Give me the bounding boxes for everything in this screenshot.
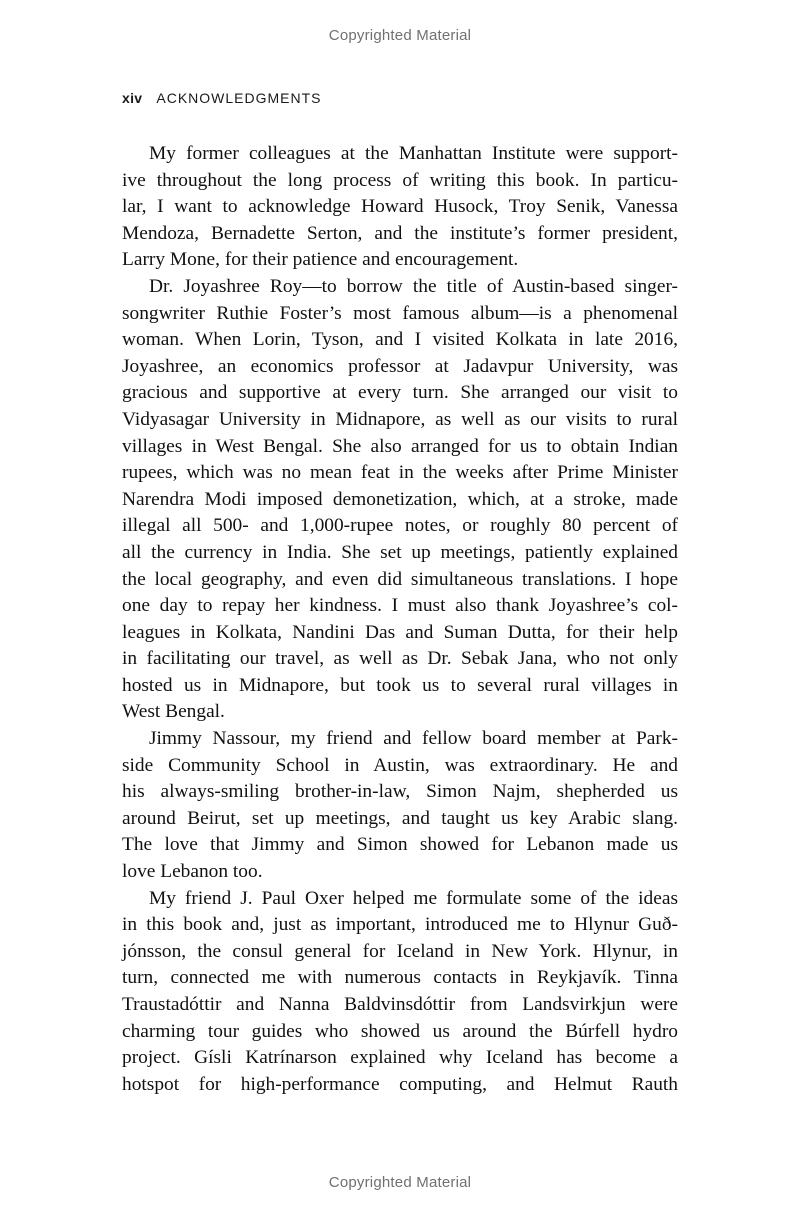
text-line: woman. When Lorin, Tyson, and I visited Kolkata in late 2016,: [122, 329, 678, 351]
section-title: ACKNOWLEDGMENTS: [156, 90, 322, 106]
text-line: ive throughout the long process of writing this book. In particu-: [122, 169, 678, 191]
text-line: turn, connected me with numerous contacts in Reykjavík. Tinna: [122, 967, 678, 989]
text-line: West Bengal.: [122, 701, 225, 723]
text-line: jónsson, the consul general for Iceland in New York. Hlynur, in: [122, 940, 678, 962]
text-line: hotspot for high-performance computing, and Helmut Rauth: [122, 1073, 678, 1095]
text-line: My former colleagues at the Manhattan Institute were support-: [149, 143, 678, 164]
paragraph: [122, 886, 678, 1099]
copyright-watermark-top: Copyrighted Material: [328, 27, 472, 44]
running-head: [122, 90, 322, 106]
text-line: hosted us in Midnapore, but took us to several rural villages in: [122, 674, 678, 696]
text-line: Narendra Modi imposed demonetization, which, at a stroke, made: [122, 488, 678, 510]
text-line: charming tour guides who showed us around the Búrfell hydro: [122, 1020, 678, 1042]
text-line: Traustadóttir and Nanna Baldvinsdóttir from Landsvirkjun were: [122, 994, 678, 1015]
text-line: The love that Jimmy and Simon showed for Lebanon made us: [122, 834, 678, 856]
text-line: his always-smiling brother-in-law, Simon Najm, shepherded us: [122, 781, 678, 803]
text-line: gracious and supportive at every turn. She arranged our visit to: [122, 382, 678, 404]
text-line: Mendoza, Bernadette Serton, and the institute’s former president,: [122, 222, 678, 244]
text-line: the local geography, and even did simultaneous translations. I hope: [122, 568, 678, 590]
paragraph: [122, 726, 678, 886]
text-line: love Lebanon too.: [122, 861, 263, 883]
text-line: project. Gísli Katrínarson explained why Iceland has become a: [122, 1047, 678, 1069]
text-line: My friend J. Paul Oxer helped me formulate some of the ideas: [149, 887, 678, 909]
paragraph: [122, 274, 678, 726]
copyright-watermark-bottom: Copyrighted Material: [328, 1174, 472, 1191]
text-line: lar, I want to acknowledge Howard Husock, Troy Senik, Vanessa: [122, 196, 678, 218]
body-text: [122, 141, 678, 1098]
paragraph: [122, 141, 678, 274]
text-line: around Beirut, set up meetings, and taught us key Arabic slang.: [122, 807, 678, 829]
text-line: leagues in Kolkata, Nandini Das and Suman Dutta, for their help: [122, 621, 678, 643]
text-line: side Community School in Austin, was extraordinary. He and: [122, 754, 678, 776]
text-line: in this book and, just as important, introduced me to Hlynur Guð-: [122, 914, 678, 936]
text-line: Vidyasagar University in Midnapore, as well as our visits to rural: [122, 408, 678, 430]
text-line: Joyashree, an economics professor at Jadavpur University, was: [122, 355, 678, 377]
text-line: rupees, which was no mean feat in the weeks after Prime Minister: [122, 462, 678, 484]
text-line: villages in West Bengal. She also arranged for us to obtain Indian: [122, 435, 678, 457]
text-line: Jimmy Nassour, my friend and fellow board member at Park-: [149, 728, 678, 750]
text-line: in facilitating our travel, as well as Dr. Sebak Jana, who not only: [122, 648, 678, 670]
text-line: illegal all 500- and 1,000-rupee notes, or roughly 80 percent of: [122, 515, 678, 537]
page-number: xiv: [122, 90, 143, 106]
text-line: songwriter Ruthie Foster’s most famous album—is a phenomenal: [122, 302, 678, 324]
text-line: Dr. Joyashree Roy—to borrow the title of Austin-based singer-: [149, 275, 678, 297]
text-line: Larry Mone, for their patience and encouragement.: [122, 249, 519, 271]
text-line: one day to repay her kindness. I must also thank Joyashree’s col-: [122, 595, 678, 617]
text-line: all the currency in India. She set up meetings, patiently explained: [122, 541, 678, 563]
